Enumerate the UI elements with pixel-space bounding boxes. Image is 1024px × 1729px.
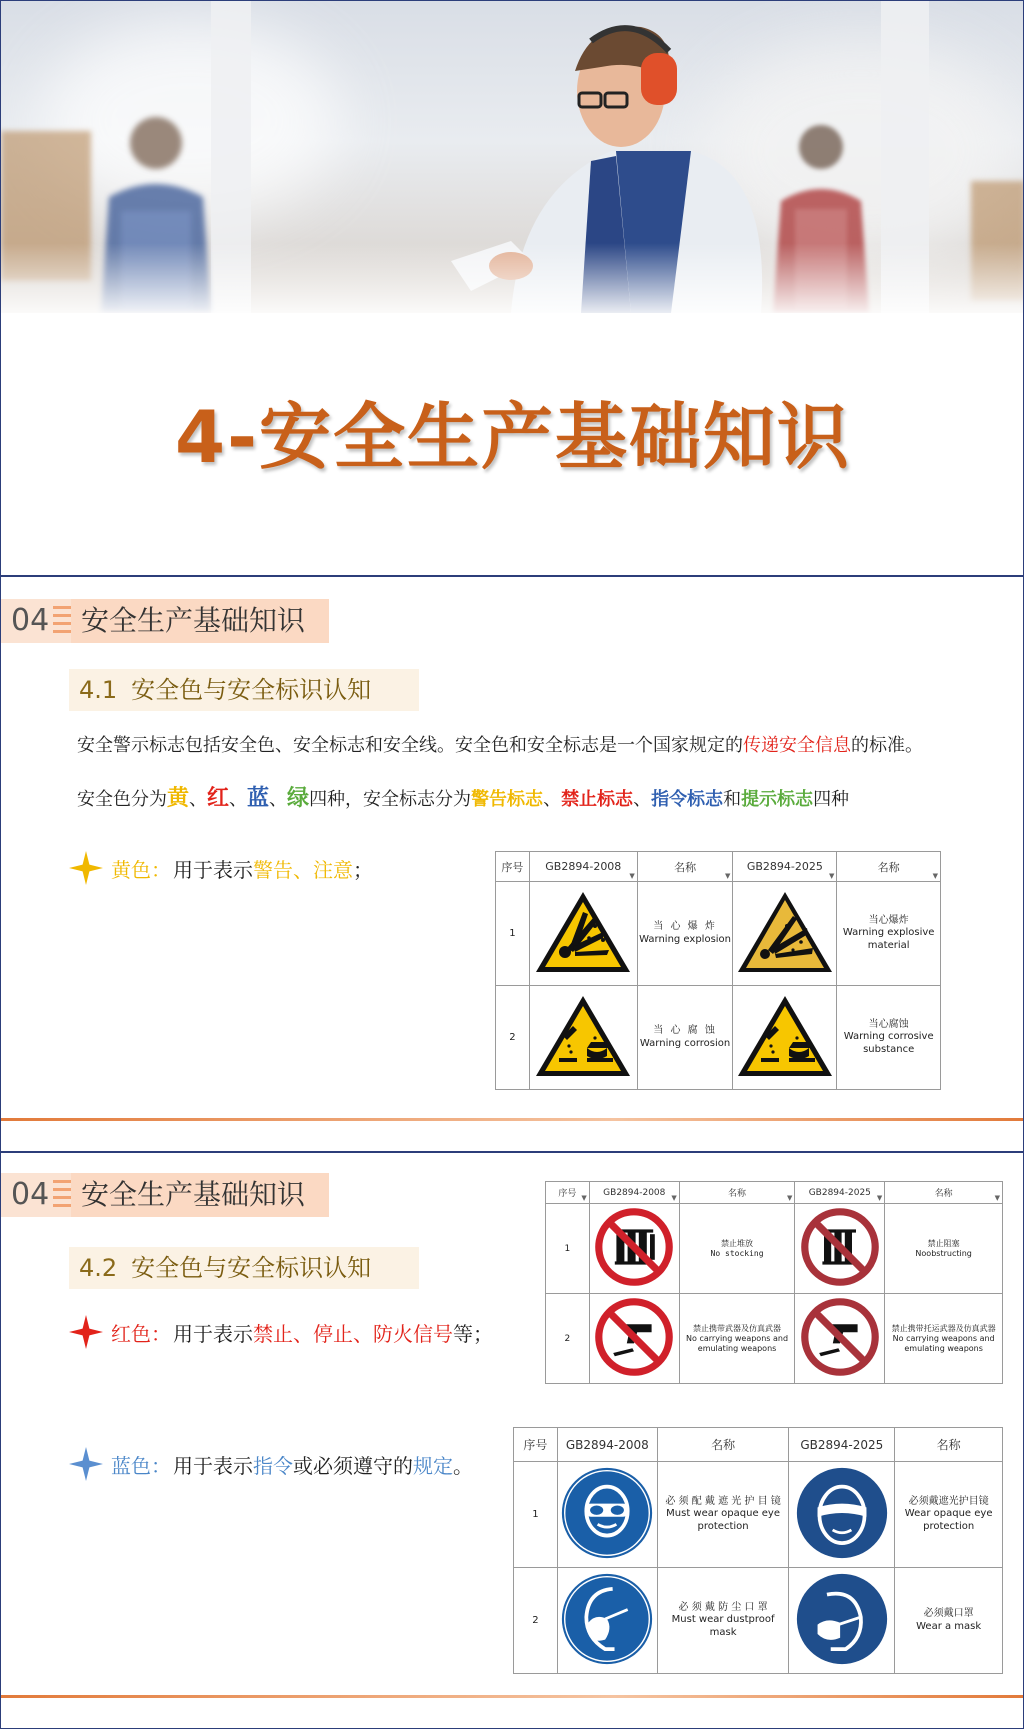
sep: 、 xyxy=(543,789,562,810)
yellow-label: 黄色： xyxy=(111,857,171,882)
name-cell: 当心爆炸 Warning explosive material xyxy=(837,882,941,986)
red-highlight: 停止 xyxy=(313,1321,353,1346)
color-red-label: 红 xyxy=(207,786,230,811)
row-number: 2 xyxy=(514,1568,558,1674)
col-header: 序号 xyxy=(514,1428,558,1462)
wear-dust-mask-icon xyxy=(560,1572,654,1666)
section-bars-decoration xyxy=(53,1180,71,1210)
table-row xyxy=(546,1294,1003,1384)
categories-text-2: 四种，安全标志分为 xyxy=(309,789,472,810)
blue-highlight: 规定 xyxy=(413,1453,453,1478)
blue-text: 用于表示 xyxy=(173,1453,253,1478)
blue-end: 。 xyxy=(453,1453,473,1478)
subsection-header xyxy=(69,669,419,711)
main-title: 4-安全生产基础知识 xyxy=(175,395,851,479)
sign-cell xyxy=(795,1294,885,1384)
section-number: 04 xyxy=(1,599,71,643)
red-text: 用于表示 xyxy=(173,1321,253,1346)
yellow-highlight: 警告、注意 xyxy=(253,857,353,882)
name-cell: 禁止堆放 No stocking xyxy=(679,1204,795,1294)
sep: 、 xyxy=(269,789,288,810)
sign-cell xyxy=(733,882,837,986)
and-text: 和 xyxy=(723,789,742,810)
explosion-warning-new-icon xyxy=(735,888,835,976)
information-sign-label: 提示标志 xyxy=(741,789,814,810)
name-cell: 当 心 腐 蚀 Warning corrosion xyxy=(637,986,733,1090)
blue-bullet xyxy=(69,1447,473,1481)
col-header: 序号 ▼ xyxy=(546,1182,590,1204)
red-end: 等； xyxy=(453,1321,493,1346)
intro-paragraph xyxy=(77,731,923,757)
explosion-warning-icon xyxy=(533,888,633,976)
row-number: 1 xyxy=(496,882,530,986)
col-header: 名称 xyxy=(895,1428,1003,1462)
row-number: 1 xyxy=(514,1462,558,1568)
subsection-number: 4.1 xyxy=(79,676,118,704)
blue-highlight: 指令 xyxy=(253,1453,293,1478)
red-highlight: 禁止 xyxy=(253,1321,293,1346)
section-bars-decoration xyxy=(53,606,71,636)
no-weapons-icon xyxy=(594,1297,674,1377)
row-number: 2 xyxy=(496,986,530,1090)
sign-cell xyxy=(557,1568,657,1674)
color-blue-label: 蓝 xyxy=(247,786,270,811)
name-cell: 必 须 戴 防 尘 口 罩 Must wear dustproof mask xyxy=(657,1568,789,1674)
name-cell: 禁止携带武器及仿真武器 No carrying weapons and emulating weapons xyxy=(679,1294,795,1384)
sep: 、 xyxy=(189,789,208,810)
section-title: 安全生产基础知识 xyxy=(71,1173,329,1217)
table-row xyxy=(496,882,941,986)
warning-sign-table xyxy=(495,851,941,1090)
col-header: 名称 ▼ xyxy=(679,1182,795,1204)
sep: 、 xyxy=(293,1321,313,1346)
table-row xyxy=(546,1204,1003,1294)
intro-text: 安全警示标志包括安全色、安全标志和安全线。安全色和安全标志是一个国家规定的 xyxy=(77,735,743,756)
blue-label: 蓝色： xyxy=(111,1453,171,1478)
wear-mask-new-icon xyxy=(795,1572,889,1666)
col-header: GB2894-2008 xyxy=(557,1428,657,1462)
red-highlight: 防火信号 xyxy=(373,1321,453,1346)
yellow-bullet xyxy=(69,851,373,885)
col-header: 名称 xyxy=(657,1428,789,1462)
slide-divider-line xyxy=(1,1695,1023,1698)
red-bullet xyxy=(69,1315,493,1349)
prohibition-sign-table xyxy=(545,1181,1003,1384)
header-photo xyxy=(1,1,1024,313)
col-header: GB2894-2008 ▼ xyxy=(529,852,637,882)
categories-text: 安全色分为 xyxy=(77,789,167,810)
table-row xyxy=(514,1462,1003,1568)
col-header: GB2894-2025 ▼ xyxy=(795,1182,885,1204)
title-slide xyxy=(0,0,1024,576)
section-number: 04 xyxy=(1,1173,71,1217)
color-yellow-label: 黄 xyxy=(167,786,190,811)
sign-cell xyxy=(589,1204,679,1294)
col-header: GB2894-2008 ▼ xyxy=(589,1182,679,1204)
intro-text-end: 的标准。 xyxy=(851,735,923,756)
sign-cell xyxy=(789,1462,895,1568)
sep: 、 xyxy=(229,789,248,810)
table-row xyxy=(496,986,941,1090)
categories-paragraph xyxy=(77,781,849,812)
color-green-label: 绿 xyxy=(287,786,310,811)
subsection-title: 安全色与安全标识认知 xyxy=(131,1254,372,1282)
subsection-title: 安全色与安全标识认知 xyxy=(131,676,372,704)
col-header: GB2894-2025 xyxy=(789,1428,895,1462)
mandatory-sign-table xyxy=(513,1427,1003,1674)
slide-4-2 xyxy=(0,1152,1024,1729)
subsection-number: 4.2 xyxy=(79,1254,118,1282)
name-cell: 必 须 配 戴 遮 光 护 目 镜 Must wear opaque eye protection xyxy=(657,1462,789,1568)
row-number: 2 xyxy=(546,1294,590,1384)
col-header: 名称 ▼ xyxy=(837,852,941,882)
wear-goggles-icon xyxy=(560,1466,654,1560)
sign-cell xyxy=(557,1462,657,1568)
col-header: 名称 ▼ xyxy=(885,1182,1003,1204)
name-cell: 禁止阻塞 Noobstructing xyxy=(885,1204,1003,1294)
corrosion-warning-new-icon xyxy=(735,992,835,1080)
name-cell: 必须戴遮光护目镜 Wear opaque eye protection xyxy=(895,1462,1003,1568)
name-cell: 必须戴口罩 Wear a mask xyxy=(895,1568,1003,1674)
sign-cell xyxy=(789,1568,895,1674)
yellow-text: 用于表示 xyxy=(173,857,253,882)
section-header xyxy=(1,1173,331,1217)
sign-cell xyxy=(589,1294,679,1384)
warning-sign-label: 警告标志 xyxy=(471,789,544,810)
no-weapons-new-icon xyxy=(800,1297,880,1377)
corrosion-warning-icon xyxy=(533,992,633,1080)
name-cell: 当心腐蚀 Warning corrosive substance xyxy=(837,986,941,1090)
sep: 、 xyxy=(353,1321,373,1346)
sign-cell xyxy=(529,882,637,986)
blue-text-mid: 或必须遵守的 xyxy=(293,1453,413,1478)
col-header: GB2894-2025 ▼ xyxy=(733,852,837,882)
sign-cell xyxy=(733,986,837,1090)
table-row xyxy=(514,1568,1003,1674)
section-header xyxy=(1,599,331,643)
sign-cell xyxy=(795,1204,885,1294)
name-cell: 禁止携带托运武器及仿真武器 No carrying weapons and emulating weapons xyxy=(885,1294,1003,1384)
sign-cell xyxy=(529,986,637,1090)
wear-goggles-new-icon xyxy=(795,1466,889,1560)
intro-highlight: 传递安全信息 xyxy=(743,735,851,756)
col-header: 序号 xyxy=(496,852,530,882)
mandatory-sign-label: 指令标志 xyxy=(651,789,724,810)
prohibition-sign-label: 禁止标志 xyxy=(561,789,634,810)
slide-divider-line xyxy=(1,1118,1023,1121)
col-header: 名称 ▼ xyxy=(637,852,733,882)
yellow-star-icon xyxy=(69,851,103,885)
sep: 、 xyxy=(633,789,652,810)
slide-4-1 xyxy=(0,576,1024,1152)
red-star-icon xyxy=(69,1315,103,1349)
row-number: 1 xyxy=(546,1204,590,1294)
section-title: 安全生产基础知识 xyxy=(71,599,329,643)
yellow-end: ； xyxy=(353,857,373,882)
red-label: 红色： xyxy=(111,1321,171,1346)
categories-end: 四种 xyxy=(813,789,850,810)
subsection-header xyxy=(69,1247,419,1289)
blue-star-icon xyxy=(69,1447,103,1481)
no-obstructing-icon xyxy=(800,1207,880,1287)
no-stocking-icon xyxy=(594,1207,674,1287)
name-cell: 当 心 爆 炸 Warning explosion xyxy=(637,882,733,986)
